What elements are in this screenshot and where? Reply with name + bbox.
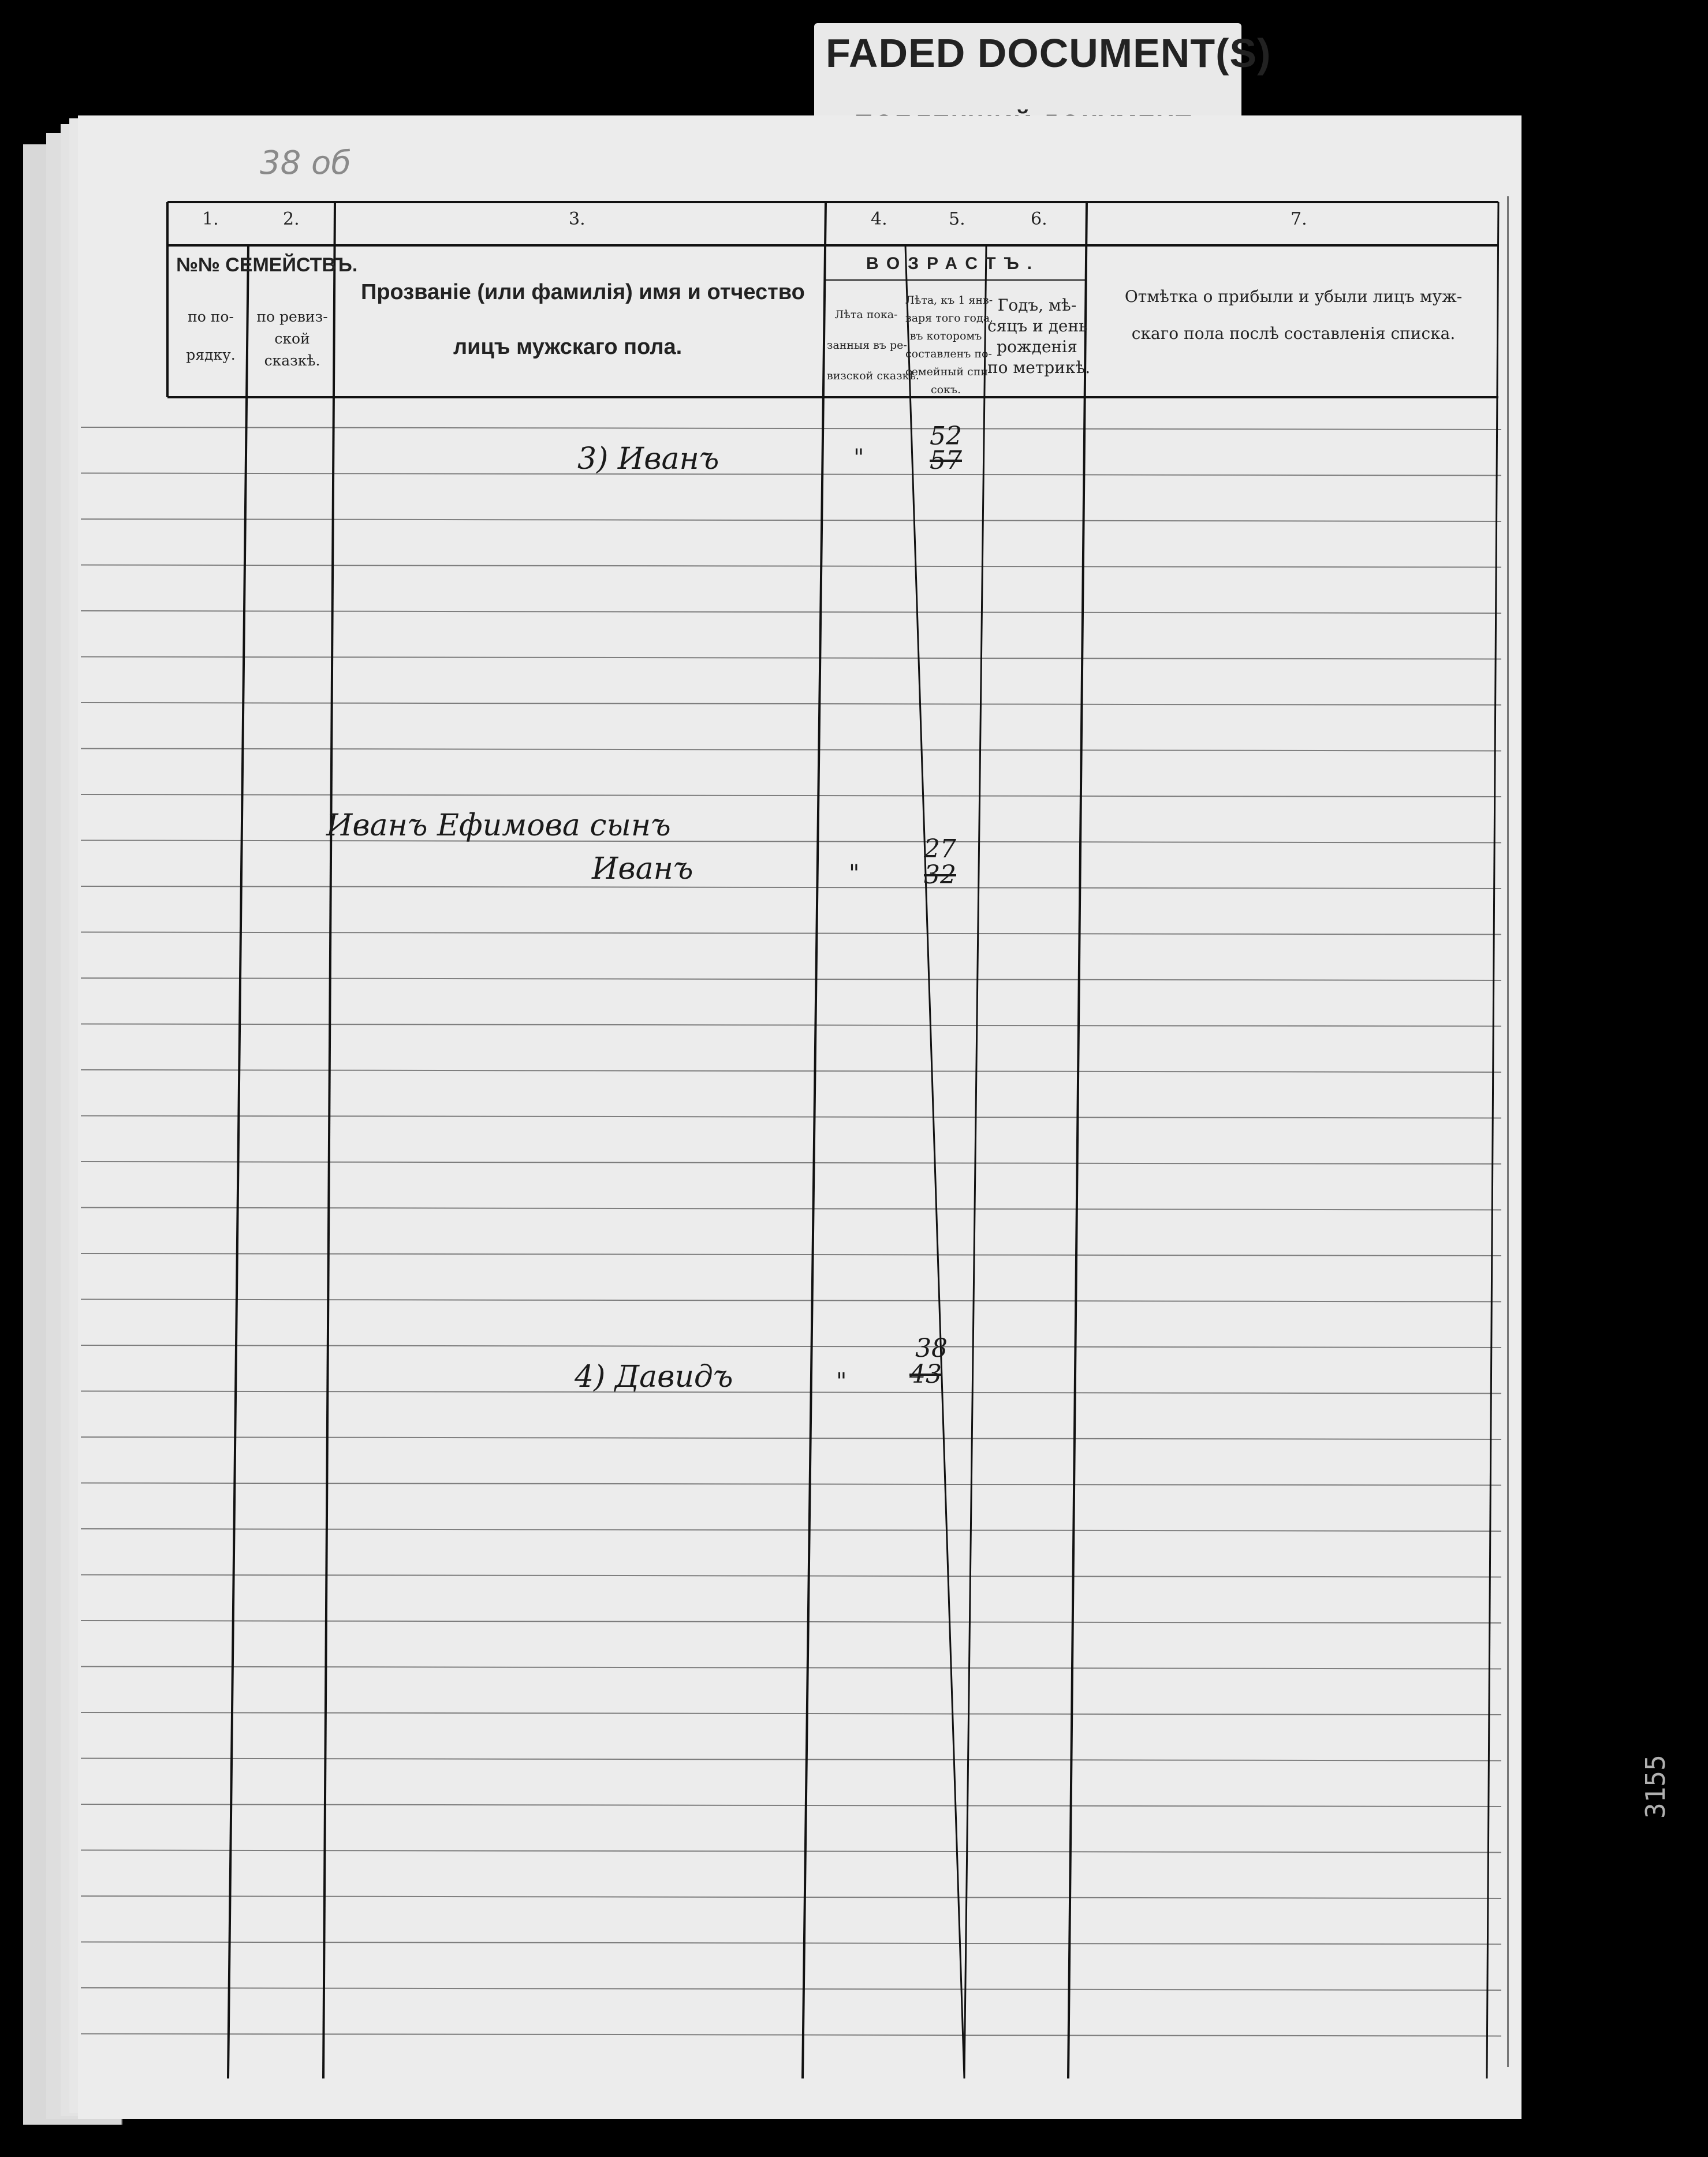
ruled-line: [81, 1437, 1501, 1439]
entry-1-age-old: 57: [930, 446, 962, 475]
ruled-line: [81, 841, 1501, 843]
entry-1-revision: ": [853, 445, 864, 471]
entry-2-revision: ": [849, 860, 860, 887]
ruled-line: [81, 1804, 1501, 1807]
col-number-7: 7.: [1291, 209, 1307, 229]
ruled-line: [81, 657, 1501, 659]
ruled-line: [81, 886, 1501, 889]
ruled-line: [81, 1483, 1501, 1486]
page-number: 38 об: [260, 144, 351, 182]
ruled-line: [81, 2034, 1501, 2036]
ruled-line: [81, 1667, 1501, 1669]
col3-header-line2: лицъ мужскаго пола.: [453, 335, 683, 359]
ruled-line: [81, 1896, 1501, 1898]
col6-header: Годъ, мѣ- сяцъ и день рожденія по метрикѣ.: [987, 296, 1091, 377]
ruled-line: [81, 1070, 1501, 1072]
ruled-line: [81, 1345, 1501, 1348]
ruled-line: [81, 703, 1501, 705]
ruled-line: [81, 1162, 1501, 1164]
ruled-line: [81, 1759, 1501, 1761]
col-number-2: 2.: [283, 209, 300, 229]
ruled-line: [81, 1024, 1501, 1027]
col1-header: по по- рядку.: [186, 308, 236, 363]
ruled-line: [81, 794, 1501, 797]
entry-2-family-line: Иванъ Ефимова сынъ: [326, 808, 671, 843]
side-stamp: 3155: [1640, 1755, 1671, 1819]
ruled-line: [81, 1391, 1501, 1394]
col-number-5: 5.: [949, 209, 965, 229]
ruled-line: [81, 1988, 1501, 1990]
ruled-line: [81, 427, 1501, 430]
faded-document-title: FADED DOCUMENT(S): [826, 31, 1271, 76]
ruled-line: [81, 565, 1501, 568]
ruled-line: [81, 1575, 1501, 1577]
col7-header: Отмѣтка о прибыли и убыли лицъ муж- скаго пола послѣ составленія списка.: [1124, 287, 1463, 343]
ruled-line: [81, 978, 1501, 980]
col-number-1: 1.: [202, 209, 219, 229]
ruled-line: [81, 749, 1501, 751]
col-number-6: 6.: [1031, 209, 1047, 229]
ruled-line: [81, 1300, 1501, 1302]
col3-header-line1: Прозваніе (или фамилія) имя и отчество: [361, 280, 805, 304]
ruled-line: [81, 1850, 1501, 1853]
ruled-line: [81, 932, 1501, 935]
col2-header: по ревиз- ской сказкѣ.: [256, 308, 328, 369]
age-header: ВОЗРАСТЪ.: [866, 254, 1041, 273]
ruled-line: [81, 473, 1501, 476]
entry-2-name: Иванъ: [592, 852, 693, 886]
ruled-line: [81, 1621, 1501, 1623]
entry-3-age-old: 43: [909, 1360, 942, 1389]
entry-1-name: 3) Иванъ: [577, 442, 719, 476]
ruled-line: [81, 1253, 1501, 1256]
entry-1-age-new: 52: [930, 421, 962, 451]
ruled-line: [81, 1942, 1501, 1945]
ruled-line: [81, 519, 1501, 521]
col5-header: Лѣта, къ 1 янв- варя того года, въ которомъ составленъ по- семейный спи- сокъ.: [905, 294, 994, 396]
ruled-line: [81, 1529, 1501, 1531]
families-header: №№ СЕМЕЙСТВЪ.: [176, 254, 358, 276]
entry-3-revision: ": [836, 1368, 847, 1395]
ruled-line: [81, 611, 1501, 613]
entry-2-age-old: 32: [924, 860, 956, 890]
ruled-line: [81, 1712, 1501, 1715]
ruled-line: [81, 1116, 1501, 1118]
entry-2-age-new: 27: [924, 834, 956, 864]
entry-3-name: 4) Давидъ: [575, 1360, 733, 1394]
col4-header: Лѣта пока- занныя въ ре- визской сказкѣ.: [827, 308, 919, 382]
col-number-3: 3.: [569, 209, 586, 229]
entry-3-age-new: 38: [915, 1334, 948, 1363]
ruled-line: [81, 1208, 1501, 1210]
col-number-4: 4.: [871, 209, 887, 229]
